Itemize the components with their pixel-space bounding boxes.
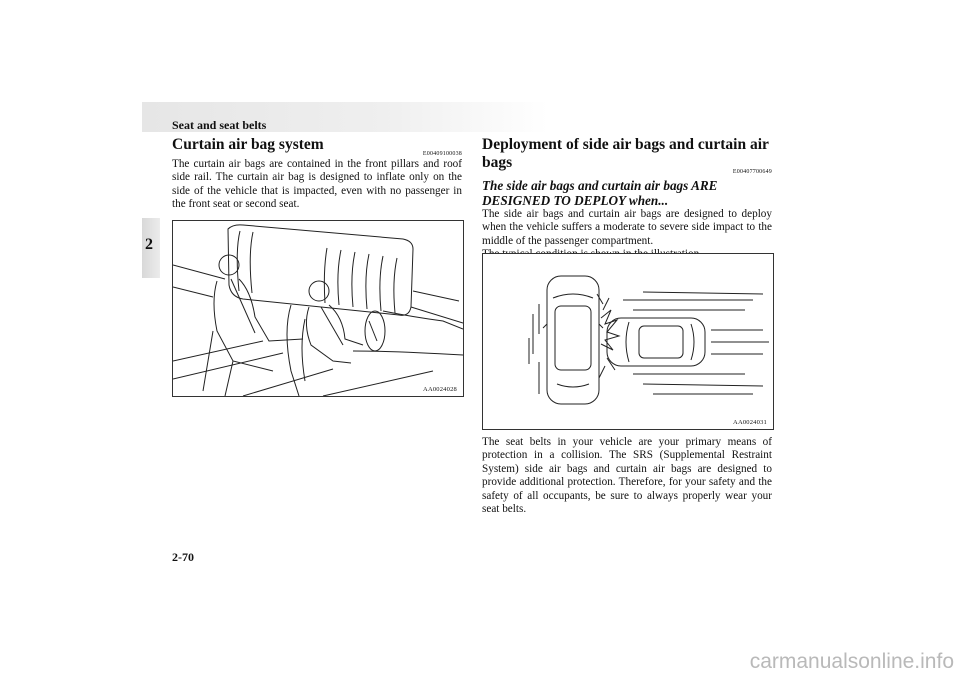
chapter-number: 2 xyxy=(145,236,153,253)
deployment-heading: Deployment of side air bags and curtain air bags xyxy=(482,136,769,171)
left-figure-code: AA0024028 xyxy=(423,386,457,393)
curtain-airbag-heading: Curtain air bag system xyxy=(172,136,324,153)
curtain-airbag-text: The curtain air bags are contained in the front pillars and roof side rail. The curtain air bag is designed to inflate only on the side of the vehicle that is impacted, even with no passenger in the front seat or second seat. xyxy=(172,158,462,211)
deploy-subheading: The side air bags and curtain air bags ARE DESIGNED TO DEPLOY when... xyxy=(482,178,718,208)
side-impact-illustration xyxy=(482,253,774,430)
watermark[interactable]: carmanualsonline.info xyxy=(749,650,954,673)
deploy-text: The side air bags and curtain air bags are designed to deploy when the vehicle suffers a moderate to severe side impact to the middle of the passenger compartment. xyxy=(482,208,772,247)
section-title: Seat and seat belts xyxy=(172,118,267,132)
page-number: 2-70 xyxy=(172,550,194,564)
right-section-code: E00407700649 xyxy=(732,169,772,175)
curtain-airbag-illustration xyxy=(172,220,464,397)
right-figure-code: AA0024031 xyxy=(733,419,767,426)
left-section-code: E00409100038 xyxy=(422,151,462,157)
left-column xyxy=(172,136,462,212)
curtain-airbag-drawing xyxy=(173,221,463,396)
side-impact-drawing xyxy=(483,254,773,429)
seatbelt-paragraph-container xyxy=(482,436,772,516)
seatbelt-text: The seat belts in your vehicle are your primary means of protection in a collision. The SRS (Supplemental Restraint System) side air bags and curtain air bags are designed to provide additional protection. Therefore, for your safety and the safety of all occupants, be sure to always properly wear your seat belts. xyxy=(482,436,772,516)
right-column xyxy=(482,136,772,262)
